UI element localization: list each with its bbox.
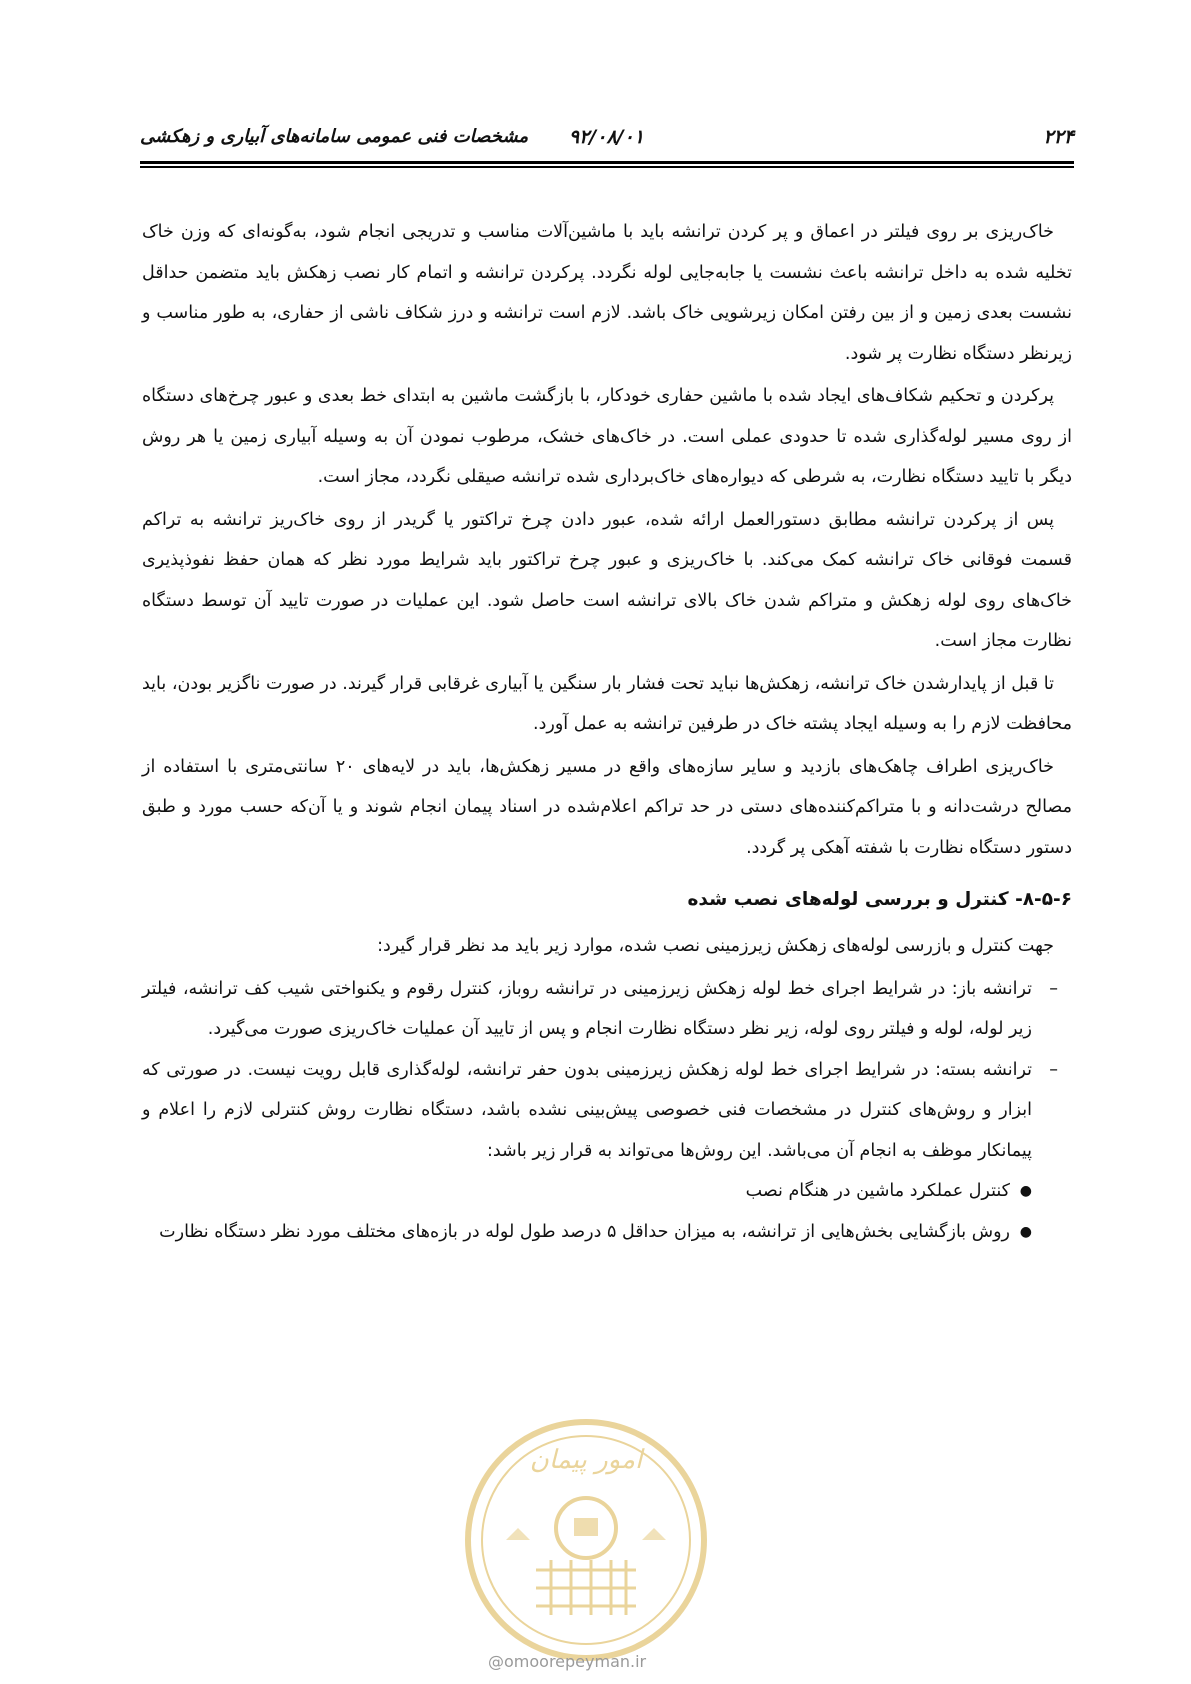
page-number: ۲۲۴ [1043, 126, 1074, 148]
header-rule-thick [140, 161, 1074, 164]
dash-marker: – [1049, 1059, 1058, 1080]
list-item-closed-trench [142, 1050, 1072, 1172]
header-date: ۹۲/۰۸/۰۱ [568, 126, 644, 148]
header-rule-thin [140, 166, 1074, 168]
watermark-text: @omoorepeyman.ir [488, 1652, 647, 1671]
seal-text: امور پیمان [529, 1445, 643, 1475]
list-item-open-trench [142, 969, 1072, 1050]
paragraph-4: تا قبل از پایدارشدن خاک ترانشه، زهکش‌ها نباید تحت فشار بار سنگین یا آبیاری غرقابی قرار گیرند. در صورت ناگزیر بودن، باید محافظت لازم را به وسیله ایجاد پشته خاک در طرفین ترانشه به عمل آورد. [142, 673, 1072, 734]
list-item-text: ترانشه بسته: در شرایط اجرای خط لوله زهکش زیرزمینی بدون حفر ترانشه، لوله‌گذاری قابل رویت نیست. در صورتی که ابزار و روش‌های کنترل در مشخصات فنی خصوصی پیش‌بینی نشده باشد، دستگاه نظارت روش کنترلی لازم را اعلام و پیمانکار موظف به انجام آن می‌باشد. این روش‌ها می‌تواند به قرار زیر باشد: [142, 1059, 1032, 1161]
paragraph-2: پرکردن و تحکیم شکاف‌های ایجاد شده با ماشین حفاری خودکار، با بازگشت ماشین به ابتدای خط بعدی و عبور چرخ‌های دستگاه از روی مسیر لوله‌گذاری شده تا حدودی عملی است. در خاک‌های خشک، مرطوب نمودن آن به وسیله آبیاری زمین یا هر روش دیگر با تایید دستگاه نظارت، به شرطی که دیواره‌های خاک‌برداری شده ترانشه صیقلی نگردد، مجاز است. [142, 386, 1072, 487]
bullet-text: روش بازگشایی بخش‌هایی از ترانشه، به میزان حداقل ۵ درصد طول لوله در بازه‌های مختلف مورد نظر دستگاه نظارت [159, 1221, 1010, 1242]
paragraph-3: پس از پرکردن ترانشه مطابق دستورالعمل ارائه شده، عبور دادن چرخ تراکتور یا گریدر از روی خاک‌ریز ترانشه به تراکم قسمت فوقانی خاک ترانشه کمک می‌کند. با خاک‌ریزی و عبور چرخ تراکتور باید شرایط مورد نظر که همان حفظ نفوذپذیری خاک‌های روی لوله زهکش و متراکم شدن خاک بالای ترانشه است حاصل شود. این عملیات در صورت تایید آن توسط دستگاه نظارت مجاز است. [142, 509, 1072, 651]
section-intro: جهت کنترل و بازرسی لوله‌های زهکش زیرزمینی نصب شده، موارد زیر باید مد نظر قرار گیرد: [377, 936, 1054, 956]
header-doc-title: مشخصات فنی عمومی سامانه‌های آبیاری و زهکشی [140, 126, 529, 147]
bullet-marker: ● [1019, 1183, 1032, 1199]
bullet-item-trench-opening [142, 1212, 1072, 1253]
bullet-marker: ● [1019, 1223, 1032, 1240]
page-body [142, 212, 1072, 1252]
bullet-text: کنترل عملکرد ماشین در هنگام نصب [745, 1181, 1010, 1201]
list-item-text: ترانشه باز: در شرایط اجرای خط لوله زهکش زیرزمینی در ترانشه روباز، کنترل رقوم و یکنواختی شیب کف ترانشه، فیلتر زیر لوله، لوله و فیلتر روی لوله، زیر نظر دستگاه نظارت انجام و پس از تایید آن عملیات خاک‌ریزی صورت می‌گیرد. [142, 978, 1032, 1039]
bullet-item-machine-control [142, 1171, 1072, 1212]
paragraph-1: خاک‌ریزی بر روی فیلتر در اعماق و پر کردن ترانشه باید با ماشین‌آلات مناسب و تدریجی انجام شود، به‌گونه‌ای که وزن خاک تخلیه شده به داخل ترانشه باعث نشست یا جابه‌جایی لوله نگردد. پرکردن ترانشه و اتمام کار نصب زهکش باید متضمن حداقل نشست بعدی زمین و از بین رفتن امکان زیرشویی خاک باشد. لازم است ترانشه و درز شکاف ناشی از حفاری، به طور مناسب و زیرنظر دستگاه نظارت پر شود. [142, 222, 1072, 364]
section-heading: ۸-۵-۶- کنترل و بررسی لوله‌های نصب شده [687, 889, 1072, 910]
dash-marker: – [1049, 978, 1058, 999]
page-header [140, 118, 1074, 158]
watermark-seal-icon [456, 1410, 716, 1670]
paragraph-5: خاک‌ریزی اطراف چاهک‌های بازدید و سایر سازه‌های واقع در مسیر زهکش‌ها، باید در لایه‌های ۲۰ سانتی‌متری با استفاده از مصالح درشت‌دانه و با متراکم‌کننده‌های دستی در حد تراکم اعلام‌شده در اسناد پیمان انجام شوند و یا آن‌که حسب مورد و طبق دستور دستگاه نظارت با شفته آهکی پر گردد. [142, 756, 1072, 858]
